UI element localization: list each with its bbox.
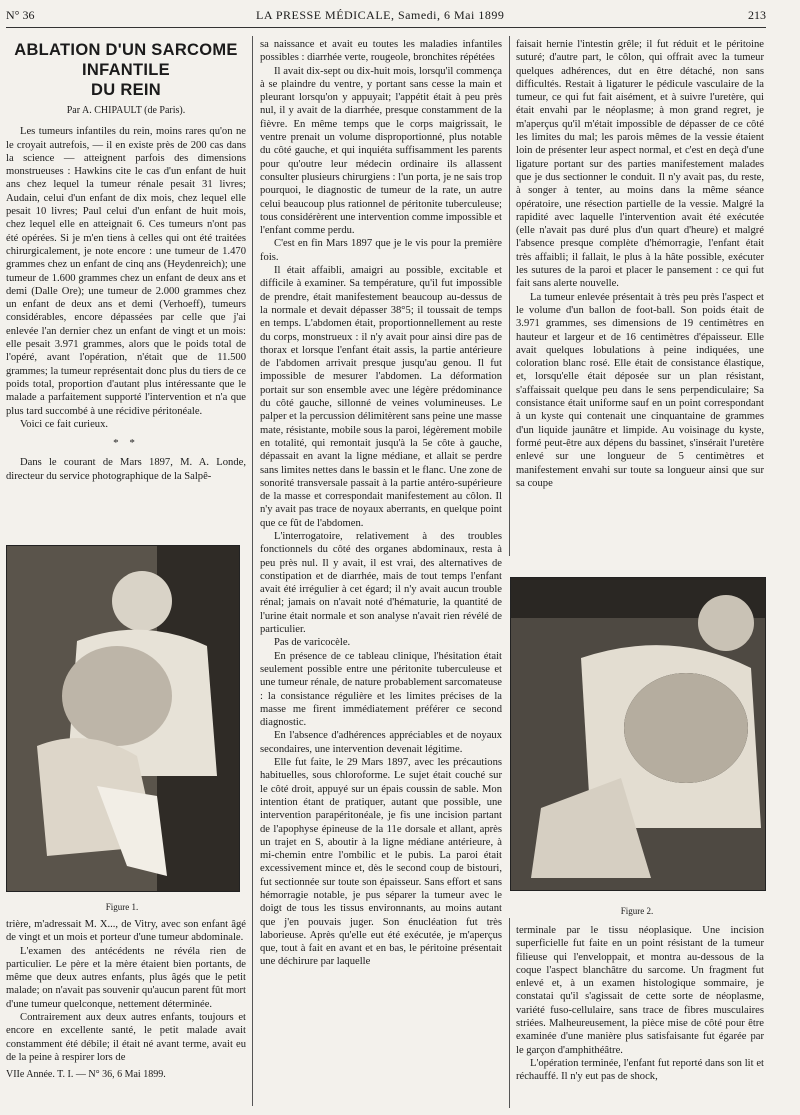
article-title-line2: DU REIN xyxy=(91,81,161,99)
paragraph: Pas de varicocèle. xyxy=(274,637,351,649)
paragraph: Elle fut faite, le 29 Mars 1897, avec les précautions habituelles, sous chloroforme. Le sujet était couché sur le côté droit, appuyé sur un épais coussin de sable. Mon intention étant de pratiquer, autant que possible, une intervention parapéritonéale, je fis une incision partant de l'apophyse épineuse de la 11e dorsale et allant, après un trajet en S, aboutir à la ligne médiane antérieure, à mi-chemin entre l'ombilic et le pubis. La paroi était excessivement mince et, dès le second coup de bistouri, fut sectionnée sur toute son épaisseur. Sans effort et sans hémorragie notable, je pus séparer la tumeur avec le doigt de tous les tissus environnants, au moins autant que j'en pouvais juger. Son énucléation fut très laborieuse. Après qu'elle eut été exécutée, je m'aperçus que, tout à fait en avant et en bas, le péritoine présentait une déchirure par laquelle xyxy=(260,757,502,968)
paragraph: La tumeur enlevée présentait à très peu près l'aspect et le volume d'un ballon de foot-ball. Son poids était de 3.971 grammes, ses dimensions de 19 centimètres en hauteur et largeur et de 16 centimètres d'épaisseur. Elle avait quelques lobulations à peine indiquées, une coloration blanc rosé. Elle était de consistance élastique, et, lorsqu'elle était déposée sur un plan résistant, s'affaissait quelque peu dans le sens perpendiculaire; Sa consistance était uniforme sauf en un point correspondant à un kyste qui contenait une cinquantaine de grammes d'un liquide jaunâtre et limpide. Au voisinage du kyste, formé peut-être aux dépens du bassinet, s'insérait l'uretère enlevé sur une longueur de 5 centimètres et manifestement envahi sur toute sa longueur ainsi que sur sa coupe xyxy=(516,291,764,489)
paragraph: L'examen des antécédents ne révéla rien de particulier. Le père et la mère étaient bien portants, de même que deux autres enfants, plus âgés que le petit malade; on n'avait pas souvenir qu'aucun parent fût mort d'une tumeur quelconque, nettement déterminée. xyxy=(6,945,246,1010)
paragraph: Voici ce fait curieux. xyxy=(20,418,109,430)
figure-1-photo xyxy=(6,545,240,892)
column-rule-1 xyxy=(252,36,253,1106)
section-separator: * * xyxy=(113,437,139,450)
figure-1-illustration xyxy=(7,546,239,891)
paragraph: terminale par le tissu néoplasique. Une incision superficielle fut faite en un point résistant de la tumeur filieuse qui l'enveloppait, et montra au-dessous de la coque l'aspect blanchâtre du sarcome. Un fragment fut enlevé et, à un examen histologique sommaire, je constatai qu'il s'agissait de cette sorte de néoplasme, variété fuso-cellulaire, sans trace de fibres musculaires striées. Malheureusement, la pièce mise de côté pour être examinée d'une manière plus satisfaisante fut égarée par le garçon d'amphithéâtre. xyxy=(516,925,764,1056)
figure-1-caption: Figure 1. xyxy=(105,902,139,912)
page-number-right: 213 xyxy=(748,8,766,22)
paragraph: L'interrogatoire, relativement à des troubles fonctionnels du côté des organes abdominaux, resta à peu près nul. Il y avait, il est vrai, des alternatives de constipation et de diarrhée, mais de tout temps l'enfant avait été irrégulier à cet égard; il n'y avait aucun trouble rénal; jamais on n'avait noté d'hématurie, la quantité de l'urine était normale et son analyse n'avait rien révélé de particulier. xyxy=(260,530,502,636)
header-rule xyxy=(6,27,766,28)
paragraph: Les tumeurs infantiles du rein, moins rares qu'on ne le croyait autrefois, — il en existe près de 200 cas dans la science — atteignent parfois des dimensions monstrueuses : Hawkins cite le cas d'un enfant de huit ans chez lequel la tumeur rénale pesait 31 livres; Audain, celui d'un enfant de dix mois, chez lequel elle pesait 10 livres; Paul celui d'un enfant de huit mois, chez lequel elle en atteignait 6. Ces tumeurs n'ont pas été opérées. Si je m'en tiens à celles qui ont été traitées chirurgicalement, je note encore : une tumeur de 1.470 grammes chez un enfant de cinq ans (Heydenreich); une tumeur de 1.600 grammes chez un enfant de deux ans et demi (Dalle Ore); une tumeur de 2.000 grammes chez un enfant de deux ans et demi (Verhoeff), tumeurs considérables, encore dépassées par celle que j'ai enlevée l'an dernier chez un enfant de vingt et un mois: elle pesait 3.971 grammes, alors que le poids total de l'opéré, avant l'opération, n'était que de 11.500 grammes; la tumeur représentait donc plus du tiers de ce poids total, proportion d'autant plus intéressante que le malade a parfaitement supporté l'intervention et n'a que plus tard succombé à une récidive péritonéale. xyxy=(6,126,246,417)
paragraph: En l'absence d'adhérences appréciables et de noyaux secondaires, une intervention devenait légitime. xyxy=(260,730,502,755)
column-3-bottom xyxy=(516,924,764,1084)
column-1-top xyxy=(6,40,246,483)
article-author: Par A. CHIPAULT (de Paris). xyxy=(66,105,186,116)
paragraph: sa naissance et avait eu toutes les maladies infantiles possibles : diarrhée verte, rougeole, bronchites répétées xyxy=(260,39,502,64)
column-1-bottom xyxy=(6,918,246,1082)
paragraph: C'est en fin Mars 1897 que je le vis pour la première fois. xyxy=(260,238,502,263)
paragraph: Contrairement aux deux autres enfants, toujours et encore en excellente santé, le petit malade avait constamment été débile; il était né avant terme, avait eu de la peine à respirer lors de xyxy=(6,1012,246,1063)
column-2 xyxy=(260,38,502,969)
page-header xyxy=(6,6,766,24)
article-title xyxy=(6,40,246,100)
paragraph: trière, m'adressait M. X..., de Vitry, avec son enfant âgé de vingt et un mois et porteur d'une tumeur abdominale. xyxy=(6,919,246,944)
paragraph: Il était affaibli, amaigri au possible, excitable et difficile à examiner. Sa température, qu'il fut impossible de prendre, était manifestement beaucoup au-dessus de la normale et devait dépasser 38°5; il toussait de temps en temps. L'abdomen était, proportionnellement au reste du corps, monstrueux : il n'y avait pour ainsi dire pas de thorax et lorsque l'enfant était assis, la partie antérieure de l'abdomen arrivait presque jusqu'au genou. Il fut impossible de mesurer l'abdomen. La déformation portait sur son ensemble avec une légère prédominance du côté gauche, sillonné de veines volumineuses. Le palper et la percussion délimitèrent sans peine une masse mate, résistante, mobile sous la paroi, légèrement mobile en totalité, qui remontait jusqu'à la 5e côte à gauche, dépassait en avant la ligne médiane, et allait se perdre sans limites nettes dans le bassin et le flanc. Une zone de sonorité transversale passait à la partie antéro-supérieure de la masse et correspondait manifestement au côlon. Il n'y avait pas trace de noyaux aberrants, en quelque point que ce fût de l'abdomen. xyxy=(260,265,502,529)
article-title-line1: ABLATION D'UN SARCOME INFANTILE xyxy=(14,41,238,79)
paragraph: faisait hernie l'intestin grêle; il fut réduit et le péritoine suturé; d'autre part, le côlon, qui offrait avec la tumeur quelques adhérences, dut en être détaché, non sans difficultés. Restait à ligaturer le pédicule vasculaire de la tumeur, ce qui fut fait aisément, et à suivre l'uretère, qui était envahi par le néoplasme; à mon grand regret, je m'aperçus qu'il m'était impossible de dépasser de ce côté les limites du mal; les parois mêmes de la vessie étaient loin de présenter leur aspect normal, et c'est en deçà d'une ligature portant sur des parties manifestement malades que je dus sectionner le conduit. Il n'y avait pas, du reste, à songer à tenter, au moins dans la même séance opératoire, une résection partielle de la vessie. Malgré la rapidité avec laquelle l'intervention avait été exécutée (elle n'avait pas duré plus d'un quart d'heure) et malgré l'absence presque complète d'hémorragie, l'enfant était très affaibli; il fallait, le plus à la hâte possible, exécuter les sutures de la paroi et placer le pansement : ce qui fut fait sans alerte nouvelle. xyxy=(516,39,764,290)
column-rule-2b xyxy=(509,918,510,1108)
figure-2-caption: Figure 2. xyxy=(620,906,654,916)
paragraph: L'opération terminée, l'enfant fut reporté dans son lit et réchauffé. Il n'y eut pas de shock, xyxy=(516,1057,764,1083)
paragraph: Il avait dix-sept ou dix-huit mois, lorsqu'il commença à se plaindre du ventre, y portant sans cesse la main et pleurant lorsqu'on y appuyait; l'appétit était à peu près nul, il y avait de la diarrhée, presque constamment de la fièvre. En même temps que le corps maigrissait, le ventre prenait un volume disproportionné, plus notable du côté gauche, et qui inquiéta suffisamment les parents pour qu'outre leur médecin ordinaire ils allassent consulter plusieurs chirurgiens : l'un porta, je ne sais trop pourquoi, le diagnostic de tumeur de la rate, un autre celui beaucoup plus rationnel de péritonite tuberculeuse; tous considérèrent une intervention comme impossible et l'enfant comme perdu. xyxy=(260,65,502,237)
page-number-left: N° 36 xyxy=(6,8,35,22)
column-3-top xyxy=(516,38,764,490)
journal-title: LA PRESSE MÉDICALE, Samedi, 6 Mai 1899 xyxy=(256,8,505,22)
figure-2-illustration xyxy=(511,578,765,890)
paragraph: Dans le courant de Mars 1897, M. A. Londe, directeur du service photographique de la Salpê- xyxy=(6,457,246,482)
column-rule-2a xyxy=(509,36,510,556)
issue-footer: VIIe Année. T. I. — N° 36, 6 Mai 1899. xyxy=(6,1069,166,1081)
paragraph: En présence de ce tableau clinique, l'hésitation était seulement possible entre une péritonite tuberculeuse et une tumeur rénale, de nature probablement sarcomateuse : la consistance régulière et les limites précises de la masse me firent immédiatement préférer ce second diagnostic. xyxy=(260,650,502,729)
figure-2-photo xyxy=(510,577,766,891)
